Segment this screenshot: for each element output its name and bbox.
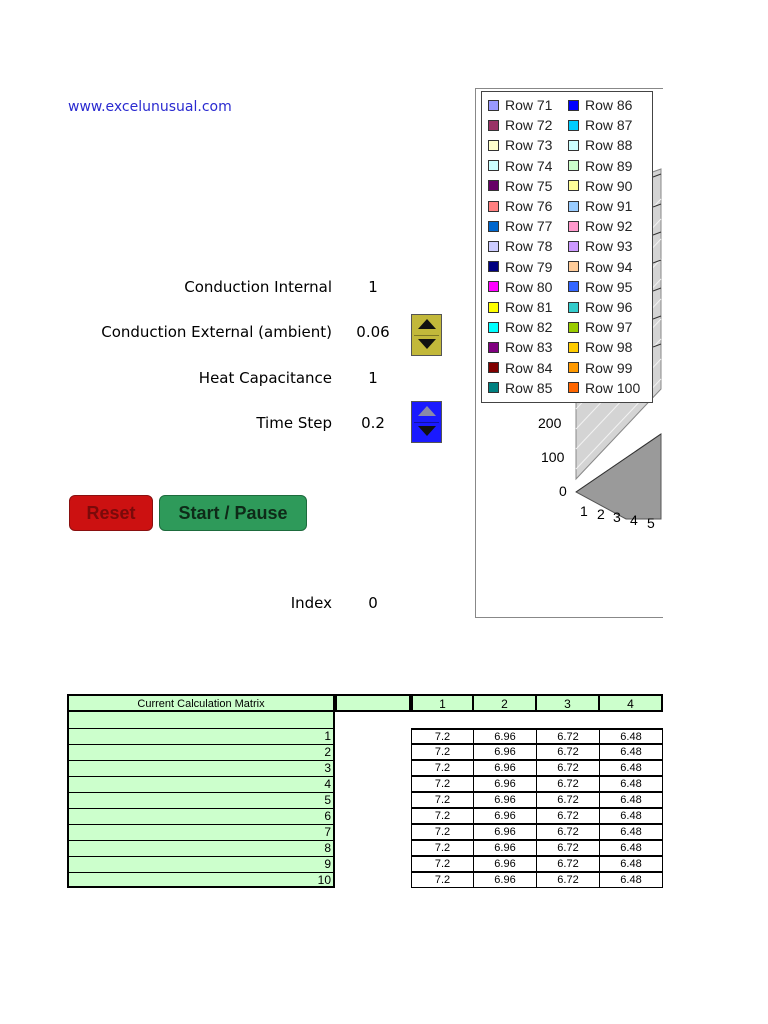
legend-label: Row 75 (505, 177, 553, 194)
matrix-blank-row (67, 712, 335, 728)
legend-swatch (488, 281, 499, 292)
matrix-cell: 7.2 (411, 824, 474, 840)
conduction-external-label: Conduction External (ambient) (101, 323, 332, 341)
time-step-value[interactable]: 0.2 (361, 414, 385, 432)
legend-swatch (488, 382, 499, 393)
legend-swatch (488, 160, 499, 171)
matrix-cell: 6.72 (537, 760, 600, 776)
legend-label: Row 79 (505, 258, 553, 275)
legend-item (488, 196, 552, 216)
matrix-cell: 6.96 (474, 760, 537, 776)
legend-label: Row 76 (505, 198, 553, 214)
matrix-cell: 7.2 (411, 728, 474, 744)
legend-item (568, 176, 632, 196)
legend-label: Row 92 (585, 218, 633, 235)
matrix-cell: 6.72 (537, 840, 600, 856)
legend-swatch (488, 201, 499, 212)
matrix-cell: 6.48 (600, 744, 663, 760)
page-margin (663, 0, 768, 1024)
legend-label: Row 90 (585, 177, 633, 194)
triangle-down-icon (417, 425, 437, 437)
y-tick-label: 0 (559, 483, 567, 499)
legend-label: Row 93 (585, 238, 633, 255)
matrix-cell: 6.48 (600, 872, 663, 888)
heat-capacitance-value[interactable]: 1 (368, 369, 378, 387)
legend-item (568, 216, 632, 236)
heat-capacitance-label: Heat Capacitance (198, 369, 332, 387)
matrix-cell: 6.72 (537, 744, 600, 760)
legend-label: Row 94 (585, 258, 633, 275)
legend-item (488, 216, 552, 236)
matrix-cell: 6.96 (474, 776, 537, 792)
matrix-cell: 6.48 (600, 792, 663, 808)
conduction-external-spinner[interactable] (411, 314, 442, 356)
triangle-up-icon (417, 405, 437, 417)
matrix-cell: 6.96 (474, 728, 537, 744)
matrix-cell: 7.2 (411, 840, 474, 856)
legend-label: Row 99 (585, 359, 633, 376)
chart-legend (481, 91, 653, 403)
legend-label: Row 87 (585, 117, 633, 134)
legend-item (568, 115, 632, 135)
legend-item (568, 236, 632, 256)
legend-label: Row 100 (585, 379, 641, 396)
legend-item (568, 337, 632, 357)
index-value: 0 (368, 594, 378, 612)
legend-swatch (568, 322, 579, 333)
legend-item (568, 277, 632, 297)
matrix-cell: 6.96 (474, 744, 537, 760)
matrix-cell: 6.48 (600, 776, 663, 792)
conduction-internal-value[interactable]: 1 (368, 278, 378, 296)
matrix-cell: 6.48 (600, 856, 663, 872)
legend-item (488, 95, 552, 115)
legend-label: Row 98 (585, 339, 633, 356)
x-tick-label: 2 (597, 506, 605, 522)
legend-label: Row 72 (505, 117, 553, 134)
matrix-cell: 6.72 (537, 776, 600, 792)
x-tick-label: 1 (580, 503, 588, 519)
y-tick-label: 200 (538, 415, 562, 431)
legend-item (488, 297, 552, 317)
legend-label: Row 89 (585, 157, 633, 174)
matrix-cell: 6.72 (537, 728, 600, 744)
legend-swatch (568, 201, 579, 212)
legend-swatch (568, 362, 579, 373)
legend-label: Row 84 (505, 359, 553, 376)
matrix-cell: 7.2 (411, 744, 474, 760)
legend-swatch (568, 382, 579, 393)
legend-item (488, 317, 552, 337)
matrix-row-label: 8 (67, 840, 335, 856)
matrix-row-label: 4 (67, 776, 335, 792)
legend-label: Row 91 (585, 198, 633, 214)
legend-label: Row 78 (505, 238, 553, 255)
matrix-column-header: 1 (411, 694, 474, 712)
matrix-cell: 6.96 (474, 840, 537, 856)
matrix-cell: 6.96 (474, 824, 537, 840)
matrix-cell: 6.96 (474, 872, 537, 888)
legend-label: Row 73 (505, 137, 553, 154)
legend-item (568, 378, 640, 398)
legend-swatch (488, 120, 499, 131)
legend-item (568, 156, 632, 176)
legend-swatch (488, 180, 499, 191)
matrix-cell: 6.48 (600, 824, 663, 840)
matrix-column-header: 4 (600, 694, 663, 712)
matrix-cell: 6.72 (537, 824, 600, 840)
matrix-row-label: 1 (67, 728, 335, 744)
legend-swatch (568, 221, 579, 232)
spin-down-button[interactable] (412, 335, 441, 355)
time-step-spinner[interactable] (411, 401, 442, 443)
legend-item (488, 236, 552, 256)
matrix-title: Current Calculation Matrix (67, 694, 335, 712)
legend-swatch (488, 342, 499, 353)
legend-item (488, 257, 552, 277)
conduction-external-value[interactable]: 0.06 (356, 323, 390, 341)
legend-label: Row 97 (585, 319, 633, 336)
legend-swatch (568, 281, 579, 292)
matrix-cell: 7.2 (411, 872, 474, 888)
legend-label: Row 80 (505, 278, 553, 295)
matrix-row-label: 10 (67, 872, 335, 888)
matrix-cell: 6.48 (600, 728, 663, 744)
start-pause-button[interactable]: Start / Pause (159, 495, 307, 531)
legend-swatch (488, 362, 499, 373)
legend-item (568, 95, 632, 115)
reset-button[interactable]: Reset (69, 495, 153, 531)
matrix-cell: 6.96 (474, 808, 537, 824)
legend-item (568, 297, 632, 317)
legend-swatch (568, 100, 579, 111)
legend-label: Row 83 (505, 339, 553, 356)
y-tick-label: 100 (541, 449, 565, 465)
legend-swatch (568, 180, 579, 191)
legend-label: Row 81 (505, 299, 553, 315)
matrix-cell: 6.72 (537, 856, 600, 872)
legend-swatch (488, 322, 499, 333)
legend-label: Row 71 (505, 97, 553, 113)
matrix-cell: 7.2 (411, 792, 474, 808)
matrix-cell: 7.2 (411, 856, 474, 872)
matrix-column-header: 3 (537, 694, 600, 712)
matrix-cell: 6.96 (474, 792, 537, 808)
legend-item (488, 337, 552, 357)
legend-swatch (488, 241, 499, 252)
legend-swatch (568, 160, 579, 171)
x-tick-label: 3 (613, 509, 621, 525)
matrix-row-label: 2 (67, 744, 335, 760)
legend-label: Row 95 (585, 278, 633, 295)
legend-item (568, 196, 632, 216)
legend-label: Row 77 (505, 218, 553, 235)
matrix-row-label: 7 (67, 824, 335, 840)
legend-item (488, 135, 552, 155)
legend-label: Row 96 (585, 299, 633, 315)
spin-up-button[interactable] (412, 315, 441, 335)
legend-label: Row 74 (505, 157, 553, 174)
legend-swatch (568, 261, 579, 272)
legend-swatch (488, 261, 499, 272)
legend-item (568, 135, 632, 155)
spin-up-button[interactable] (412, 402, 441, 422)
legend-item (488, 277, 552, 297)
matrix-header-spacer (335, 694, 411, 712)
spin-down-button[interactable] (412, 422, 441, 442)
legend-swatch (568, 241, 579, 252)
legend-label: Row 86 (585, 97, 633, 113)
matrix-row-label: 6 (67, 808, 335, 824)
legend-swatch (488, 140, 499, 151)
x-tick-label: 5 (647, 515, 655, 531)
matrix-cell: 6.72 (537, 808, 600, 824)
legend-swatch (488, 221, 499, 232)
matrix-cell: 6.72 (537, 792, 600, 808)
time-step-label: Time Step (256, 414, 332, 432)
legend-swatch (568, 140, 579, 151)
matrix-row-label: 5 (67, 792, 335, 808)
matrix-cell: 7.2 (411, 760, 474, 776)
legend-item (488, 378, 552, 398)
legend-label: Row 82 (505, 319, 553, 336)
legend-swatch (568, 302, 579, 313)
legend-swatch (488, 302, 499, 313)
legend-swatch (568, 120, 579, 131)
matrix-cell: 6.48 (600, 760, 663, 776)
matrix-cell: 7.2 (411, 808, 474, 824)
legend-item (568, 317, 632, 337)
conduction-internal-label: Conduction Internal (184, 278, 332, 296)
legend-label: Row 88 (585, 137, 633, 154)
legend-item (488, 358, 552, 378)
matrix-cell: 6.48 (600, 840, 663, 856)
legend-item (488, 176, 552, 196)
matrix-column-header: 2 (474, 694, 537, 712)
legend-item (488, 156, 552, 176)
legend-swatch (488, 100, 499, 111)
legend-item (568, 257, 632, 277)
triangle-down-icon (417, 338, 437, 350)
legend-item (488, 115, 552, 135)
website-link[interactable]: www.excelunusual.com (68, 99, 232, 115)
matrix-row-label: 9 (67, 856, 335, 872)
x-tick-label: 4 (630, 512, 638, 528)
legend-swatch (568, 342, 579, 353)
triangle-up-icon (417, 318, 437, 330)
matrix-cell: 6.48 (600, 808, 663, 824)
legend-label: Row 85 (505, 379, 553, 396)
matrix-cell: 6.96 (474, 856, 537, 872)
matrix-cell: 7.2 (411, 776, 474, 792)
matrix-cell: 6.72 (537, 872, 600, 888)
index-label: Index (290, 594, 332, 612)
matrix-row-label: 3 (67, 760, 335, 776)
legend-item (568, 358, 632, 378)
